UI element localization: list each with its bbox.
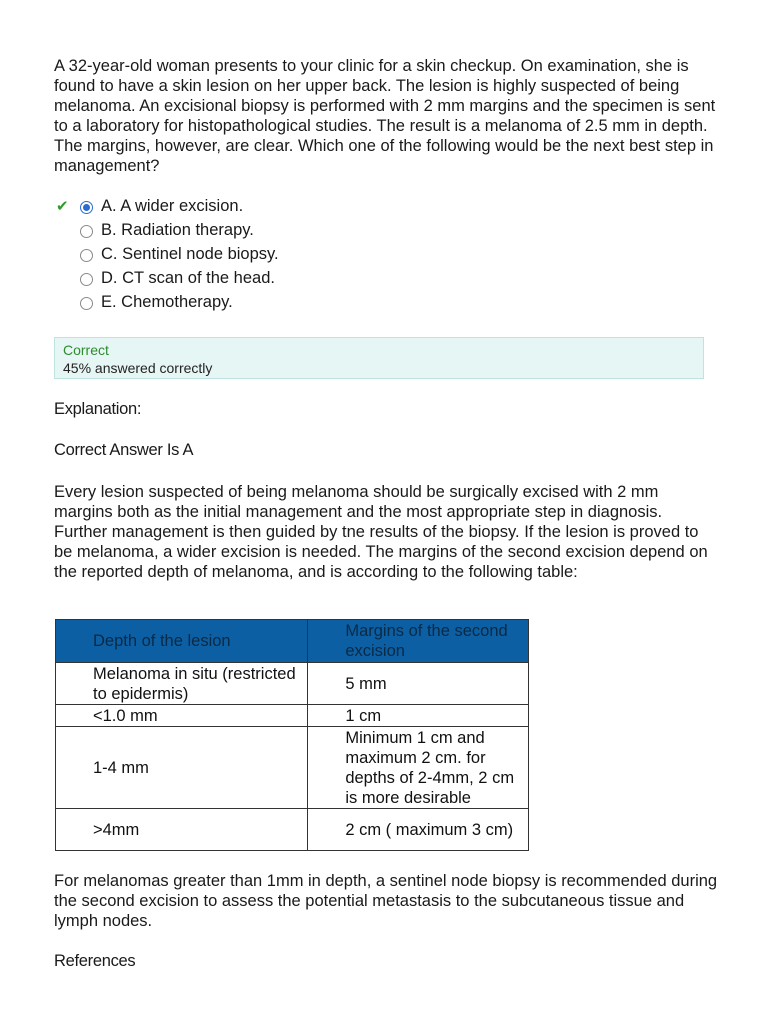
table-cell-margin: 1 cm: [308, 705, 529, 727]
result-status: Correct: [63, 342, 109, 358]
option-e[interactable]: [54, 292, 454, 316]
table-header-row: [56, 620, 529, 663]
references-heading: References: [54, 952, 136, 970]
answer-heading: Correct Answer Is A: [54, 441, 194, 459]
option-c-label: C. Sentinel node biopsy.: [101, 245, 279, 263]
answer-options: [54, 196, 454, 316]
radio-option-c[interactable]: [80, 249, 93, 262]
table-cell-margin: 5 mm: [308, 663, 529, 705]
question-text: A 32-year-old woman presents to your clinic for a skin checkup. On examination, she is found to have a skin lesion on her upper back. The lesion is highly suspected of being melanoma. An excisional biopsy is performed with 2 mm margins and the specimen is sent to a laboratory for histopathological studies. The result is a melanoma of 2.5 mm in depth. The margins, however, are clear. Which one of the following would be the next best step in management?: [54, 57, 716, 175]
explanation-heading: Explanation:: [54, 400, 142, 418]
table-row: [56, 727, 529, 809]
table-row: [56, 809, 529, 851]
table-header-depth: Depth of the lesion: [56, 620, 308, 663]
radio-option-d[interactable]: [80, 273, 93, 286]
radio-option-e[interactable]: [80, 297, 93, 310]
table-row: [56, 705, 529, 727]
result-box: [54, 337, 704, 379]
radio-option-a[interactable]: [80, 201, 93, 214]
table-row: [56, 663, 529, 705]
explanation-paragraph: Every lesion suspected of being melanoma should be surgically excised with 2 mm margins both as the initial management and the most appropriate step in diagnosis. Further management is then guided by tne results of the biopsy. If the lesion is proved to be melanoma, a wider excision is needed. The margins of the second excision depend on the reported depth of melanoma, and is according to the following table:: [54, 483, 708, 581]
option-e-label: E. Chemotherapy.: [101, 293, 233, 311]
followup-paragraph: For melanomas greater than 1mm in depth, a sentinel node biopsy is recommended during the second excision to assess the potential metastasis to the subcutaneous tissue and lymph nodes.: [54, 872, 718, 930]
option-c[interactable]: [54, 244, 454, 268]
table-header-margins: Margins of the second excision: [308, 620, 529, 663]
option-b[interactable]: [54, 220, 454, 244]
option-b-label: B. Radiation therapy.: [101, 221, 254, 239]
margins-table: [55, 619, 529, 851]
table-cell-depth: >4mm: [56, 809, 308, 851]
radio-option-b[interactable]: [80, 225, 93, 238]
table-cell-depth: Melanoma in situ (restricted to epidermis): [56, 663, 308, 705]
option-d-label: D. CT scan of the head.: [101, 269, 275, 287]
correct-check-icon: ✔: [56, 198, 69, 215]
result-percent: 45% answered correctly: [63, 360, 213, 376]
table-cell-margin: Minimum 1 cm and maximum 2 cm. for depths of 2-4mm, 2 cm is more desirable: [308, 727, 529, 809]
option-d[interactable]: [54, 268, 454, 292]
table-cell-depth: <1.0 mm: [56, 705, 308, 727]
option-a-label: A. A wider excision.: [101, 197, 244, 215]
table-cell-depth: 1-4 mm: [56, 727, 308, 809]
option-a[interactable]: [54, 196, 454, 220]
table-cell-margin: 2 cm ( maximum 3 cm): [308, 809, 529, 851]
